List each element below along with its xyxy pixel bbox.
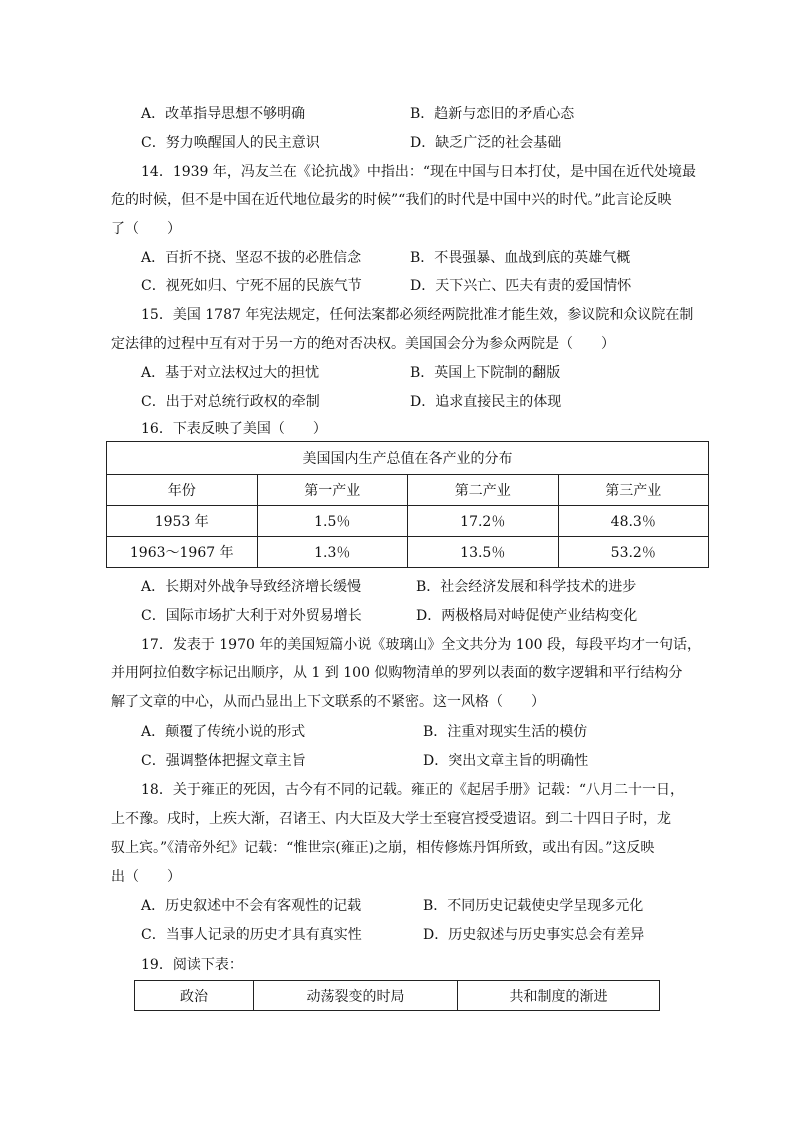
- q14-option-c[interactable]: C．视死如归、宁死不屈的民族气节: [141, 278, 362, 294]
- q14-option-a[interactable]: A．百折不挠、坚忍不拔的必胜信念: [141, 250, 362, 266]
- q16-stem: 16．下表反映了美国（ ）: [141, 421, 327, 437]
- q15-stem-line-1: 15．美国 1787 年宪法规定，任何法案都必须经两院批准才能生效，参议院和众议院在制: [141, 307, 694, 323]
- q17-options-row-1: [141, 722, 701, 742]
- q18-stem-line-1: 18．关于雍正的死因，古今有不同的记载。雍正的《起居手册》记载：“八月二十一日，: [141, 782, 684, 798]
- table-header-tertiary: 第三产业: [558, 475, 709, 506]
- table-cell: 1953 年: [107, 506, 258, 537]
- q17-option-d[interactable]: D．突出文章主旨的明确性: [423, 753, 589, 769]
- table-cell: 1.3％: [257, 537, 408, 568]
- q14-options-row-1: [141, 248, 701, 268]
- q15-option-d[interactable]: D．追求直接民主的体现: [410, 394, 562, 410]
- table-cell: 共和制度的渐进: [458, 981, 660, 1011]
- q18-stem-line-4: 出（ ）: [111, 869, 181, 885]
- q15-options-row-2: [141, 392, 701, 412]
- q18-option-a[interactable]: A．历史叙述中不会有客观性的记载: [141, 898, 362, 914]
- table-row: [107, 537, 709, 568]
- table-cell: 政治: [135, 981, 254, 1011]
- q15-option-a[interactable]: A．基于对立法权过大的担忧: [141, 365, 320, 381]
- q15-option-b[interactable]: B．英国上下院制的翻版: [410, 365, 561, 381]
- q13-option-b[interactable]: B．趋新与恋旧的矛盾心态: [410, 106, 575, 122]
- q13-options-row-2: [141, 133, 701, 153]
- table-header-secondary: 第二产业: [408, 475, 559, 506]
- q18-option-d[interactable]: D．历史叙述与历史事实总会有差异: [423, 927, 645, 943]
- table-header-year: 年份: [107, 475, 258, 506]
- q18-stem-line-2: 上不豫。戌时，上疾大渐，召诸王、内大臣及大学士至寝宫授受遗诏。到二十四日子时，龙: [111, 811, 671, 827]
- q19-stem: 19．阅读下表：: [141, 957, 243, 973]
- q15-stem-line-2: 定法律的过程中互有对于另一方的绝对否决权。美国国会分为参众两院是（ ）: [111, 336, 615, 352]
- q17-stem-line-2: 并用阿拉伯数字标记出顺序，从 1 到 100 似购物清单的罗列以表面的数字逻辑和平行结构分: [111, 665, 683, 681]
- q16-option-b[interactable]: B．社会经济发展和科学技术的进步: [416, 579, 637, 595]
- q15-options-row-1: [141, 363, 701, 383]
- q18-options-row-2: [141, 925, 701, 945]
- q14-stem-line-3: 了（ ）: [111, 221, 181, 237]
- q13-option-a[interactable]: A．改革指导思想不够明确: [141, 106, 306, 122]
- table-header-primary: 第一产业: [257, 475, 408, 506]
- q15-option-c[interactable]: C．出于对总统行政权的牵制: [141, 394, 320, 410]
- q17-options-row-2: [141, 751, 701, 771]
- q16-option-d[interactable]: D．两极格局对峙促使产业结构变化: [416, 608, 638, 624]
- table-cell: 动荡裂变的时局: [254, 981, 458, 1011]
- q13-options-row-1: [141, 104, 701, 124]
- q18-option-b[interactable]: B．不同历史记载使史学呈现多元化: [423, 898, 644, 914]
- table-row: [135, 981, 660, 1011]
- q17-option-b[interactable]: B．注重对现实生活的模仿: [423, 724, 588, 740]
- q13-option-d[interactable]: D．缺乏广泛的社会基础: [410, 135, 562, 151]
- q14-options-row-2: [141, 276, 701, 296]
- q17-option-a[interactable]: A．颠覆了传统小说的形式: [141, 724, 306, 740]
- q14-option-d[interactable]: D．天下兴亡、匹夫有责的爱国情怀: [410, 278, 632, 294]
- table-cell: 17.2％: [408, 506, 559, 537]
- q17-stem-line-3: 解了文章的中心，从而凸显出上下文联系的不紧密。这一风格（ ）: [111, 694, 545, 710]
- q19-table: [134, 980, 660, 1011]
- q17-option-c[interactable]: C．强调整体把握文章主旨: [141, 753, 306, 769]
- table-caption: 美国国内生产总值在各产业的分布: [107, 442, 709, 475]
- q16-option-a[interactable]: A．长期对外战争导致经济增长缓慢: [141, 579, 362, 595]
- q14-stem-line-2: 危的时候，但不是中国在近代地位最劣的时候”“我们的时代是中国中兴的时代。”此言论反映: [111, 192, 672, 208]
- q16-option-c[interactable]: C．国际市场扩大利于对外贸易增长: [141, 608, 362, 624]
- table-cell: 13.5％: [408, 537, 559, 568]
- q18-stem-line-3: 驭上宾。”《清帝外纪》记载：“惟世宗(雍正)之崩，相传修炼丹饵所致，或出有因。”这反映: [111, 840, 655, 856]
- q16-options-row-1: [141, 577, 701, 597]
- q17-stem-line-1: 17．发表于 1970 年的美国短篇小说《玻璃山》全文共分为 100 段，每段平均才一句话，: [141, 637, 701, 653]
- table-cell: 53.2％: [558, 537, 709, 568]
- q16-options-row-2: [141, 606, 701, 626]
- q18-option-c[interactable]: C．当事人记录的历史才具有真实性: [141, 927, 362, 943]
- table-cell: 1.5％: [257, 506, 408, 537]
- q13-option-c[interactable]: C．努力唤醒国人的民主意识: [141, 135, 320, 151]
- table-row: [107, 506, 709, 537]
- gdp-distribution-table: [106, 441, 709, 568]
- q14-option-b[interactable]: B．不畏强暴、血战到底的英雄气概: [410, 250, 631, 266]
- table-cell: 1963～1967 年: [107, 537, 258, 568]
- q18-options-row-1: [141, 896, 701, 916]
- table-cell: 48.3％: [558, 506, 709, 537]
- q14-stem-line-1: 14．1939 年，冯友兰在《论抗战》中指出：“现在中国与日本打仗，是中国在近代处境最: [141, 164, 697, 180]
